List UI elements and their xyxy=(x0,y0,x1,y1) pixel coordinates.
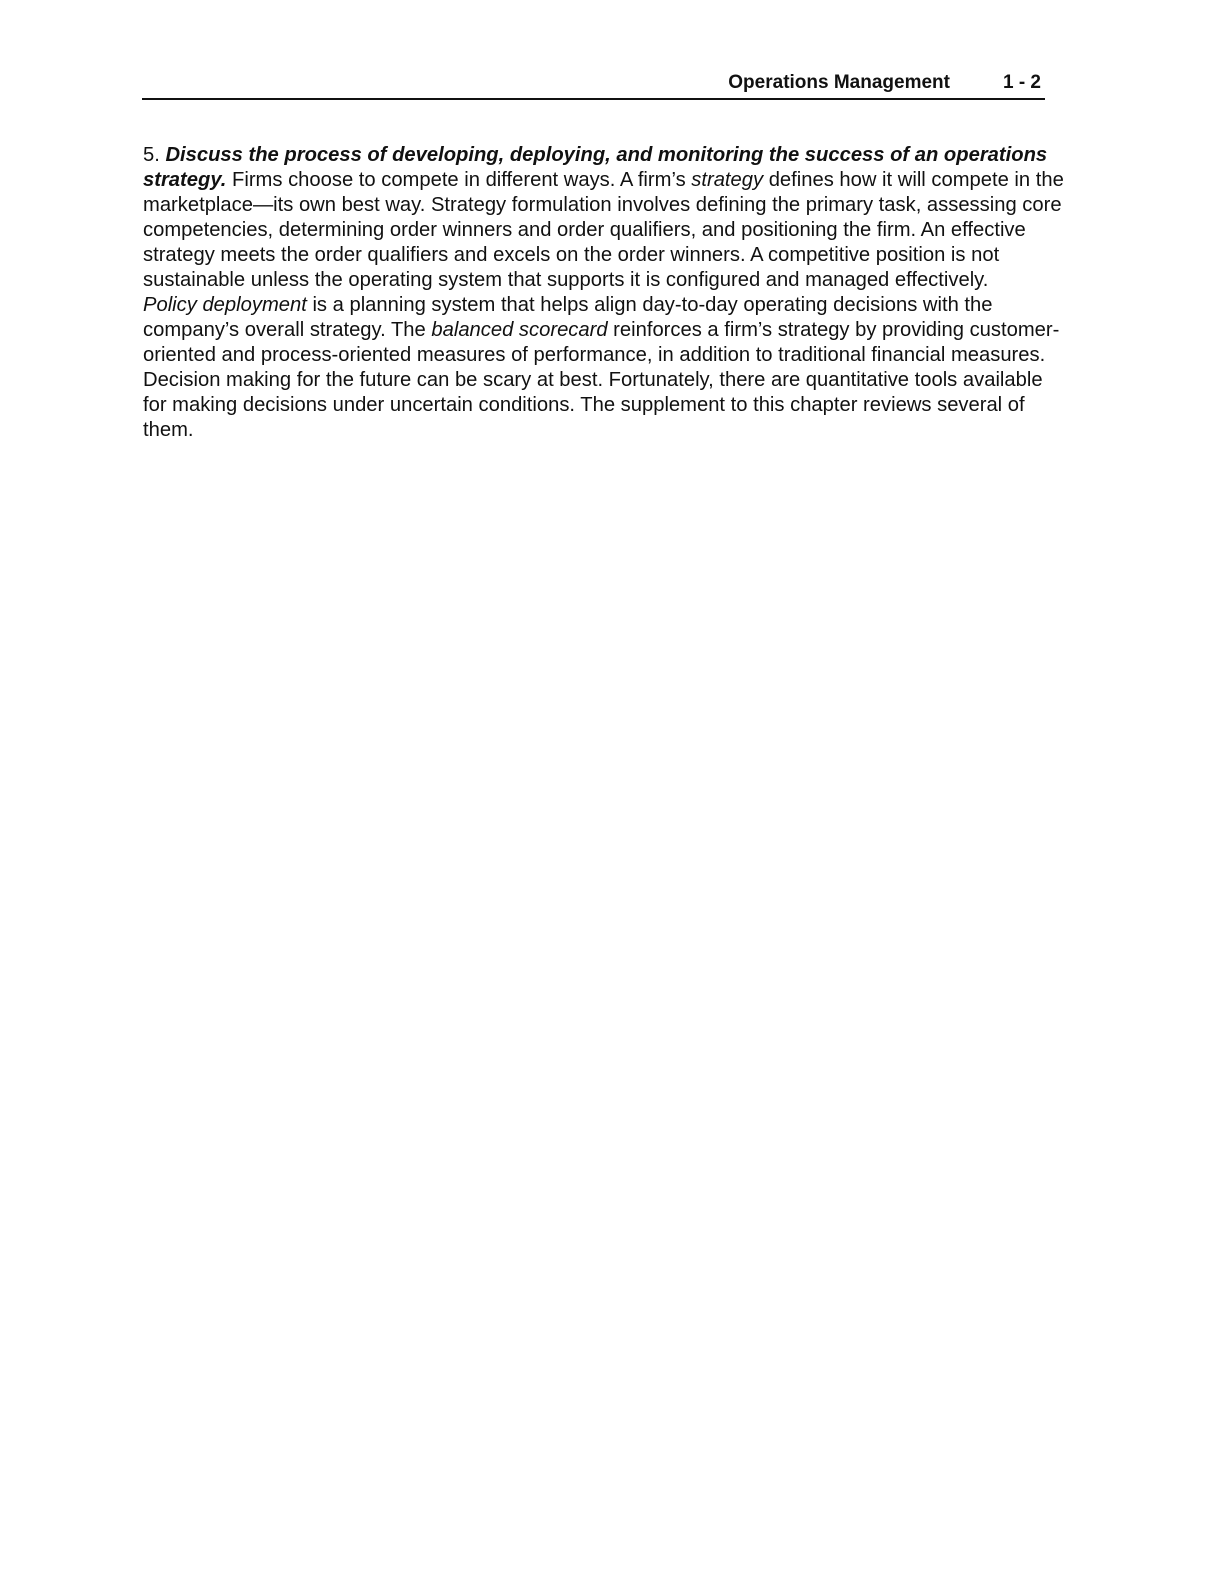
term-strategy: strategy xyxy=(691,169,764,191)
paragraph-text: is a planning system that helps align day-to-day operating decisions with the company’s overall strategy. The xyxy=(143,294,993,341)
term-balanced-scorecard: balanced scorecard xyxy=(431,319,608,341)
question-heading: Discuss the process of developing, deploying, and monitoring the success of an operations strategy. xyxy=(143,144,1048,191)
header-title: Operations Management xyxy=(728,72,950,93)
term-policy-deployment: Policy deployment xyxy=(143,294,307,316)
paragraph-text: defines how it will compete in the marketplace—its own best way. Strategy formulation involves defining the primary task, assessing core competencies, determining order winners and order qualifiers, and positioning the firm. An effective strategy meets the order qualifiers and excels on the order winners. A competitive position is not sustainable unless the operating system that supports it is configured and managed effectively. xyxy=(143,169,1064,291)
item-number: 5. xyxy=(143,144,160,166)
running-header xyxy=(142,70,1045,100)
paragraph-policy-deployment xyxy=(143,293,1068,368)
paragraph-strategy xyxy=(143,143,1068,293)
paragraph-text: reinforces a firm’s strategy by providing customer-oriented and process-oriented measures of performance, in addition to traditional financial measures. xyxy=(143,319,1060,366)
paragraph-decision-making: Decision making for the future can be scary at best. Fortunately, there are quantitative tools available for making decisions under uncertain conditions. The supplement to this chapter reviews several of them. xyxy=(143,369,1043,441)
page-body xyxy=(143,143,1068,443)
paragraph-text: Firms choose to compete in different ways. A firm’s xyxy=(232,169,686,191)
page-number: 1 - 2 xyxy=(1002,72,1041,93)
